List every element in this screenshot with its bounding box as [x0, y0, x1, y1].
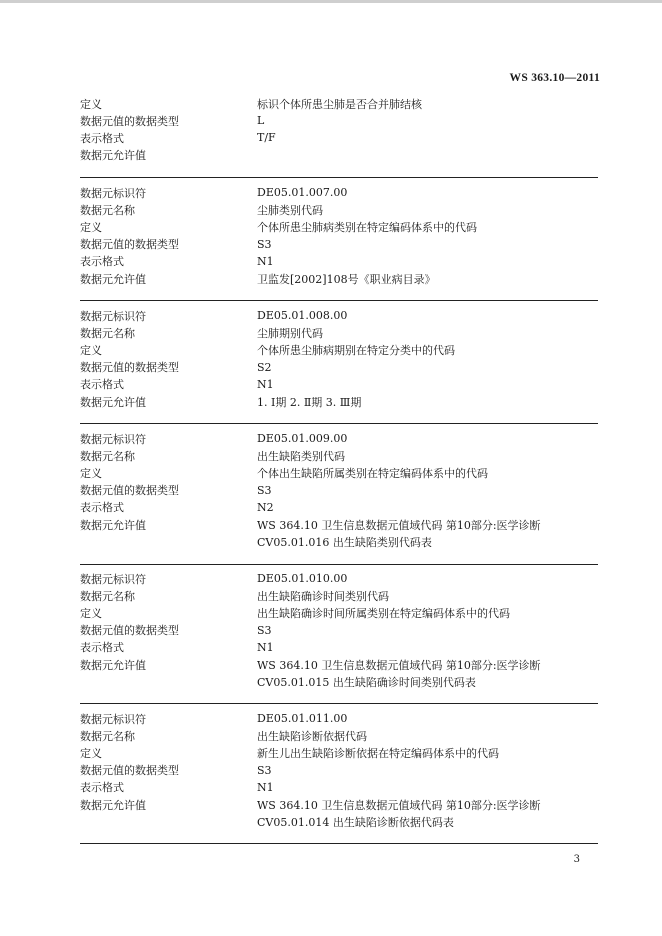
field-value: 个体所患尘肺病期别在特定分类中的代码	[257, 343, 455, 357]
field-label: 定义	[80, 606, 102, 620]
field-label: 定义	[80, 97, 102, 111]
field-label: 定义	[80, 220, 102, 234]
field-value: DE05.01.008.00	[257, 309, 348, 323]
field-value: 新生儿出生缺陷诊断依据在特定编码体系中的代码	[257, 746, 499, 760]
field-label: 数据元允许值	[80, 798, 146, 812]
field-value: 标识个体所患尘肺是否合并肺结核	[257, 97, 422, 111]
field-row	[80, 499, 598, 516]
field-label: 数据元值的数据类型	[80, 114, 179, 128]
field-row	[80, 796, 598, 813]
field-row	[80, 639, 598, 656]
section-divider	[80, 703, 598, 704]
field-row	[80, 201, 598, 218]
field-row	[80, 464, 598, 481]
field-row	[80, 482, 598, 499]
field-row	[80, 656, 598, 673]
data-element-block-4	[80, 570, 598, 690]
field-row	[80, 147, 598, 164]
field-label: 表示格式	[80, 255, 124, 269]
field-row	[80, 253, 598, 270]
field-label: 数据元允许值	[80, 395, 146, 409]
field-value: 尘肺期别代码	[257, 326, 323, 340]
field-value: WS 364.10 卫生信息数据元值域代码 第10部分:医学诊断	[257, 518, 541, 532]
field-value: 出生缺陷确诊时间类别代码	[257, 589, 389, 603]
field-value: CV05.01.014 出生缺陷诊断依据代码表	[257, 815, 454, 829]
field-label: 数据元名称	[80, 589, 135, 603]
field-label: 表示格式	[80, 378, 124, 392]
field-row	[80, 516, 598, 533]
scan-top-edge	[0, 0, 662, 3]
field-value: CV05.01.015 出生缺陷确诊时间类别代码表	[257, 675, 476, 689]
section-divider	[80, 843, 598, 844]
field-value: 1. Ⅰ期 2. Ⅱ期 3. Ⅲ期	[257, 395, 362, 409]
field-row	[80, 710, 598, 727]
field-row	[80, 341, 598, 358]
field-label: 表示格式	[80, 781, 124, 795]
field-label: 表示格式	[80, 641, 124, 655]
field-value: WS 364.10 卫生信息数据元值域代码 第10部分:医学诊断	[257, 658, 541, 672]
field-label: 数据元值的数据类型	[80, 361, 179, 375]
field-row	[80, 727, 598, 744]
field-value: DE05.01.009.00	[257, 432, 348, 446]
field-value: DE05.01.007.00	[257, 186, 348, 200]
field-label: 数据元允许值	[80, 518, 146, 532]
field-value: 个体出生缺陷所属类别在特定编码体系中的代码	[257, 466, 488, 480]
field-label: 数据元允许值	[80, 272, 146, 286]
field-row	[80, 324, 598, 341]
data-element-block-0	[80, 95, 598, 164]
field-value: DE05.01.010.00	[257, 572, 348, 586]
section-divider	[80, 564, 598, 565]
field-label: 表示格式	[80, 501, 124, 515]
field-value: S3	[257, 623, 272, 637]
field-row	[80, 622, 598, 639]
field-value: S3	[257, 763, 272, 777]
field-row	[80, 218, 598, 235]
field-row	[80, 112, 598, 129]
page-number: 3	[573, 854, 580, 865]
field-row	[80, 779, 598, 796]
field-label: 定义	[80, 746, 102, 760]
data-element-block-2	[80, 307, 598, 410]
field-row	[80, 430, 598, 447]
field-value: L	[257, 114, 265, 128]
data-element-block-5	[80, 710, 598, 830]
field-value: 出生缺陷诊断依据代码	[257, 729, 367, 743]
field-label: 数据元名称	[80, 326, 135, 340]
field-row-continuation	[80, 533, 598, 550]
field-value: N1	[257, 377, 274, 391]
standard-code-header: WS 363.10—2011	[509, 72, 600, 84]
field-label: 数据元标识符	[80, 572, 146, 586]
field-value: N1	[257, 254, 274, 268]
field-value: S2	[257, 360, 272, 374]
field-label: 数据元值的数据类型	[80, 764, 179, 778]
field-value: 出生缺陷类别代码	[257, 449, 345, 463]
data-element-block-3	[80, 430, 598, 550]
field-value: N2	[257, 500, 274, 514]
field-value: CV05.01.016 出生缺陷类别代码表	[257, 535, 432, 549]
field-value: S3	[257, 237, 272, 251]
field-row	[80, 744, 598, 761]
field-row	[80, 376, 598, 393]
field-label: 数据元允许值	[80, 149, 146, 163]
field-row	[80, 570, 598, 587]
field-label: 数据元名称	[80, 729, 135, 743]
field-row-continuation	[80, 673, 598, 690]
field-label: 数据元标识符	[80, 309, 146, 323]
field-row	[80, 129, 598, 146]
field-label: 定义	[80, 343, 102, 357]
field-row	[80, 604, 598, 621]
field-label: 定义	[80, 466, 102, 480]
field-label: 数据元标识符	[80, 186, 146, 200]
field-label: 数据元值的数据类型	[80, 624, 179, 638]
field-label: 数据元值的数据类型	[80, 238, 179, 252]
field-value: 个体所患尘肺病类别在特定编码体系中的代码	[257, 220, 477, 234]
field-row	[80, 184, 598, 201]
field-row	[80, 762, 598, 779]
field-row	[80, 587, 598, 604]
field-value: N1	[257, 640, 274, 654]
field-label: 数据元值的数据类型	[80, 484, 179, 498]
section-divider	[80, 423, 598, 424]
field-value: 尘肺类别代码	[257, 203, 323, 217]
field-label: 数据元标识符	[80, 712, 146, 726]
section-divider	[80, 300, 598, 301]
field-row	[80, 270, 598, 287]
field-row	[80, 359, 598, 376]
field-value: S3	[257, 483, 272, 497]
field-label: 数据元标识符	[80, 432, 146, 446]
field-value: 出生缺陷确诊时间所属类别在特定编码体系中的代码	[257, 606, 510, 620]
field-value: WS 364.10 卫生信息数据元值域代码 第10部分:医学诊断	[257, 798, 541, 812]
field-label: 数据元名称	[80, 449, 135, 463]
field-value: N1	[257, 780, 274, 794]
field-value: DE05.01.011.00	[257, 712, 348, 726]
field-row	[80, 393, 598, 410]
data-element-block-1	[80, 184, 598, 287]
field-label: 数据元允许值	[80, 658, 146, 672]
field-value: 卫监发[2002]108号《职业病目录》	[257, 272, 436, 286]
field-row-continuation	[80, 813, 598, 830]
field-value: T/F	[257, 131, 276, 145]
field-row	[80, 447, 598, 464]
section-divider	[80, 177, 598, 178]
field-row	[80, 95, 598, 112]
field-label: 数据元名称	[80, 203, 135, 217]
field-row	[80, 307, 598, 324]
field-label: 表示格式	[80, 131, 124, 145]
field-row	[80, 236, 598, 253]
